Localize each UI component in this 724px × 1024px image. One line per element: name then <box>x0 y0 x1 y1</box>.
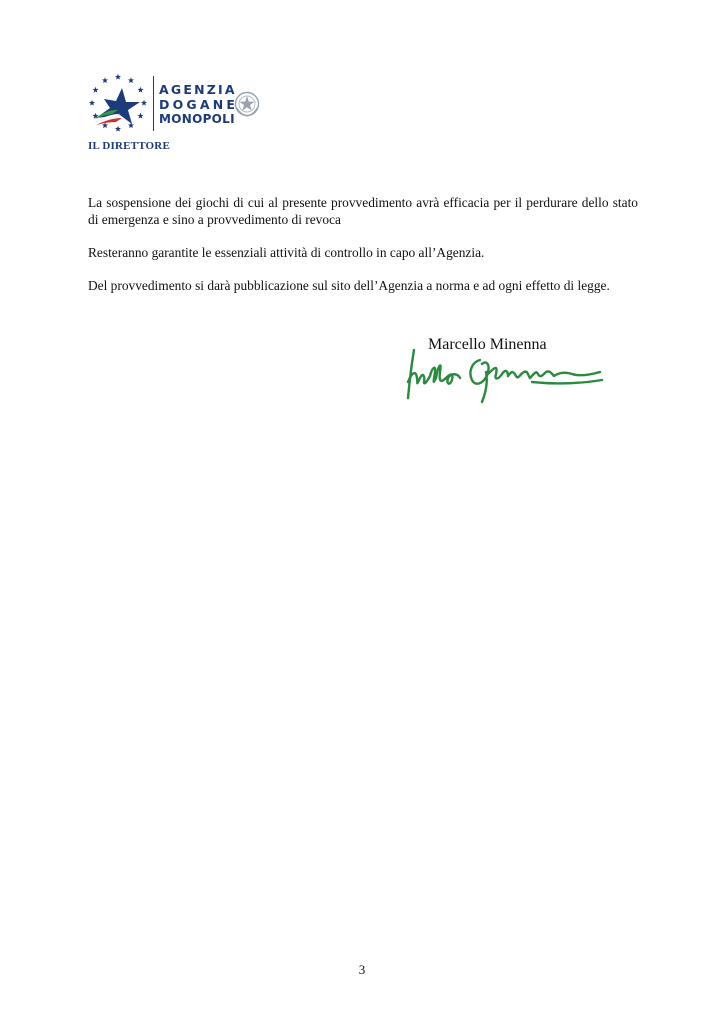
small-star-icon <box>115 126 121 132</box>
page-number: 3 <box>358 962 366 977</box>
agency-name-line: AGENZIA <box>159 82 237 97</box>
agency-logo <box>88 74 278 136</box>
small-star-icon <box>128 77 134 83</box>
small-star-icon <box>92 87 98 93</box>
document-body <box>88 194 638 310</box>
small-star-icon <box>89 100 95 106</box>
small-star-icon <box>137 113 143 119</box>
agency-name-line: DOGANE <box>159 97 239 112</box>
small-star-icon <box>102 77 108 83</box>
signature-block <box>402 336 612 406</box>
signer-name: Marcello Minenna <box>428 336 547 353</box>
small-star-icon <box>115 74 121 80</box>
body-paragraph: La sospensione dei giochi di cui al presente provvedimento avrà efficacia per il perdurare dello stato di emergenza e sino a provvedimento di revoca <box>88 195 638 227</box>
italian-republic-emblem-icon <box>234 90 260 118</box>
star-ring-logo-icon <box>88 74 150 134</box>
logo-divider <box>153 76 154 131</box>
agency-name-line: MONOPOLI <box>159 112 235 126</box>
handwritten-signature <box>402 342 608 404</box>
agency-name <box>159 82 238 127</box>
small-star-icon <box>141 100 147 106</box>
director-title: IL DIRETTORE <box>88 140 170 152</box>
body-paragraph: Del provvedimento si darà pubblicazione sul sito dell’Agenzia a norma e ad ogni effetto di legge. <box>88 278 610 293</box>
small-star-icon <box>137 87 143 93</box>
body-paragraph: Resteranno garantite le essenziali attività di controllo in capo all’Agenzia. <box>88 245 485 260</box>
